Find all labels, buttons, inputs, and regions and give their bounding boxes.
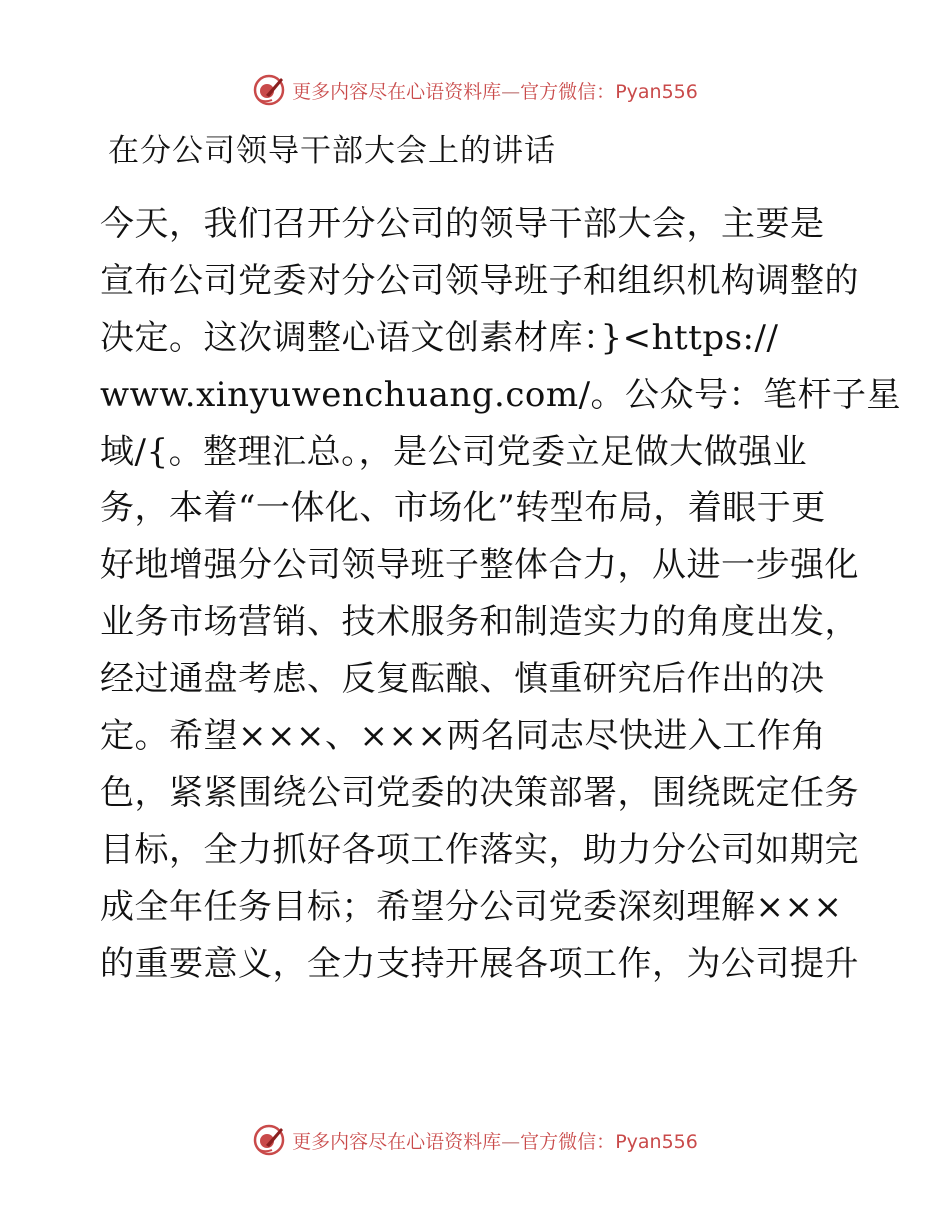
banner-wechat-id: Pyan556: [615, 80, 698, 103]
document-title: 在分公司领导干部大会上的讲话: [108, 133, 556, 169]
body-line: 宣布公司党委对分公司领导班子和组织机构调整的: [100, 260, 859, 301]
body-line: 经过通盘考虑、反复酝酿、慎重研究后作出的决: [100, 659, 825, 700]
quill-seal-icon: [252, 1123, 286, 1157]
body-line: 色，紧紧围绕公司党委的决策部署，围绕既定任务: [100, 772, 859, 813]
banner-separator: —: [501, 80, 521, 103]
quill-seal-icon: [252, 73, 286, 107]
body-line: www.xinyuwenchuang.com/。公众号：笔杆子星: [100, 374, 902, 415]
footer-banner-text: [292, 1127, 698, 1154]
body-line: 好地增强分公司领导班子整体合力，从进一步强化: [100, 545, 859, 586]
body-line: 业务市场营销、技术服务和制造实力的角度出发，: [100, 602, 859, 643]
body-line: 成全年任务目标；希望分公司党委深刻理解×××: [100, 886, 843, 927]
banner-separator: —: [501, 1130, 521, 1153]
header-banner-content: [252, 73, 698, 107]
body-line: 定。希望×××、×××两名同志尽快进入工作角: [100, 716, 826, 757]
body-line: 域/{。整理汇总。，是公司党委立足做大做强业: [100, 431, 808, 472]
footer-banner-content: [252, 1123, 698, 1157]
banner-brand: 更多内容尽在心语资料库: [292, 80, 502, 103]
body-line: 务，本着“一体化、市场化”转型布局，着眼于更: [100, 488, 826, 529]
header-banner: [0, 70, 950, 110]
body-line: 目标，全力抓好各项工作落实，助力分公司如期完: [100, 829, 859, 870]
body-line: 今天，我们召开分公司的领导干部大会，主要是: [100, 204, 825, 244]
banner-wechat-id: Pyan556: [615, 1130, 698, 1153]
banner-wechat-label: 官方微信：: [520, 80, 616, 103]
banner-wechat-label: 官方微信：: [520, 1130, 616, 1153]
body-line: 决定。这次调整心语文创素材库：}<https://: [100, 317, 779, 358]
header-banner-text: [292, 77, 698, 104]
document-body: [100, 196, 902, 992]
banner-brand: 更多内容尽在心语资料库: [292, 1130, 502, 1153]
body-line: 的重要意义，全力支持开展各项工作，为公司提升: [100, 943, 859, 984]
footer-banner: [0, 1120, 950, 1160]
